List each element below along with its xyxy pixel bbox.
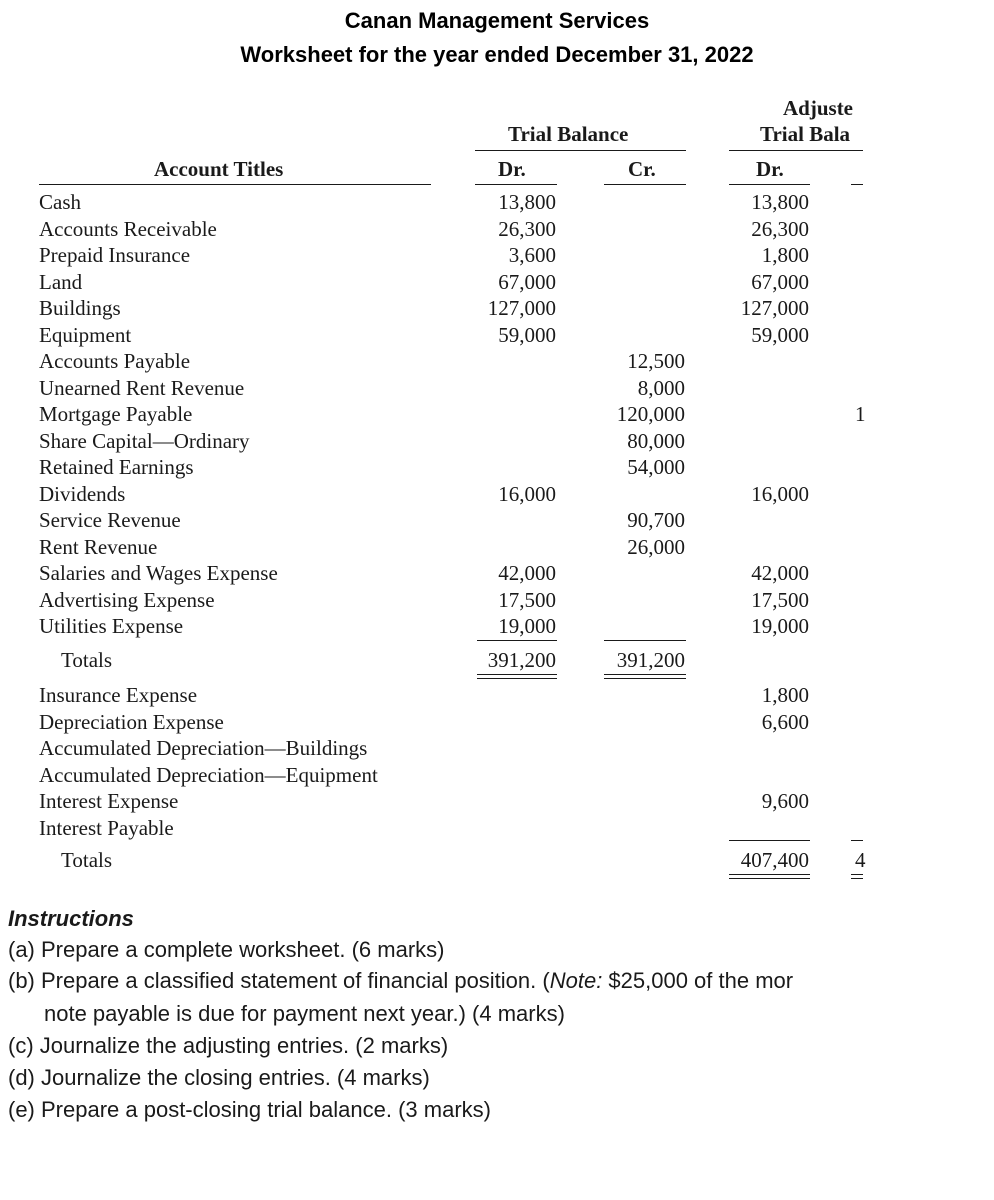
tb-cr-sum-rule [604,640,686,641]
adjusted-header-line2: Trial Bala [760,122,851,146]
tb-dr-value: 17,500 [498,587,556,612]
adj-cr-double-rule-1 [851,874,863,875]
adj-cr-sum-rule [851,840,863,841]
account-title: Prepaid Insurance [39,243,191,267]
adj-cr-rule [851,184,863,185]
account-title: Salaries and Wages Expense [39,561,278,585]
tb-dr-rule [475,184,557,185]
tb-dr-value: 127,000 [487,296,556,320]
account-title: Advertising Expense [39,587,215,612]
tb-dr-value: 67,000 [498,269,556,294]
trial-balance-header: Trial Balance [508,122,629,146]
adj-dr-value: 42,000 [751,561,809,585]
account-title: Share Capital—Ordinary [39,428,250,453]
adj-dr-total: 407,400 [740,848,809,872]
instruction-b [8,968,793,994]
account-title: Retained Earnings [39,455,194,479]
instruction-b-text: (b) Prepare a classified statement of financial position. ( [8,968,550,993]
adjustment-account-title: Insurance Expense [39,683,198,707]
adj-dr-double-rule-2 [729,878,810,879]
tb-cr-value: 12,500 [627,349,685,373]
instruction-a: (a) Prepare a complete worksheet. (6 marks) [8,937,445,962]
adj-dr-value: 16,000 [751,481,809,506]
tb-dr-value: 3,600 [508,243,556,267]
instruction-c: (c) Journalize the adjusting entries. (2 marks) [8,1033,449,1058]
account-title: Buildings [39,296,121,320]
account-title: Land [39,269,83,294]
instruction-e: (e) Prepare a post-closing trial balance. (3 marks) [8,1097,491,1122]
tb-dr-value: 19,000 [498,614,556,638]
tb-cr-value: 54,000 [627,455,685,479]
tb-cr-header: Cr. [628,157,656,181]
account-titles-header: Account Titles [154,157,284,181]
worksheet-subtitle: Worksheet for the year ended December 31, 2022 [240,42,754,67]
account-title: Equipment [39,322,132,347]
adj-dr-double-rule-1 [729,874,810,875]
adj-cr-total: 4 [855,848,866,872]
company-name: Canan Management Services [344,8,650,33]
account-title: Service Revenue [39,508,181,532]
adjustment-account-title: Accumulated Depreciation—Equipment [39,762,378,787]
account-titles-rule [39,184,431,185]
adj-dr-value: 59,000 [751,322,809,347]
account-title: Rent Revenue [39,534,158,559]
account-title: Unearned Rent Revenue [39,375,245,400]
account-title: Mortgage Payable [39,402,193,426]
tb-dr-total: 391,200 [487,648,556,672]
instruction-b-line2: note payable is due for payment next year.) (4 marks) [44,1001,565,1026]
tb-dr-value: 13,800 [498,190,556,214]
tb-cr-rule [604,184,686,185]
adjustment-adj-dr-value: 9,600 [761,789,809,813]
tb-dr-sum-rule [477,640,557,641]
adj-dr-rule [729,184,810,185]
instruction-d: (d) Journalize the closing entries. (4 marks) [8,1065,430,1090]
instruction-b-text-cont: $25,000 of the mor [602,968,794,993]
trial-balance-header-rule [475,150,686,151]
tb-cr-value: 26,000 [627,534,685,559]
adjustment-account-title: Accumulated Depreciation—Buildings [39,736,368,760]
adj-dr-header: Dr. [756,157,784,181]
tb-cr-value: 80,000 [627,428,685,453]
tb-cr-value: 8,000 [637,375,685,400]
tb-dr-value: 59,000 [498,322,556,347]
adj-cr-double-rule-2 [851,878,863,879]
tb-cr-total: 391,200 [616,648,685,672]
tb-dr-value: 42,000 [498,561,556,585]
adjustment-adj-dr-value: 1,800 [761,683,809,707]
adj-dr-value: 13,800 [751,190,809,214]
tb-dr-value: 26,300 [498,216,556,241]
totals-label: Totals [61,648,113,672]
tb-cr-double-rule-2 [604,678,686,679]
tb-dr-header: Dr. [498,157,526,181]
adjustment-adj-dr-value: 6,600 [761,709,809,734]
adj-dr-value: 19,000 [751,614,809,638]
account-title: Utilities Expense [39,614,184,638]
tb-dr-double-rule-2 [477,678,557,679]
adjusted-header-rule [729,150,863,151]
adj-dr-value: 127,000 [740,296,809,320]
account-title: Dividends [39,481,126,506]
adj-dr-value: 1,800 [761,243,809,267]
tb-cr-double-rule-1 [604,674,686,675]
instruction-b-note: Note: [549,968,603,993]
adj-dr-sum-rule [729,840,810,841]
adj-dr-value: 26,300 [751,216,809,241]
adj-dr-value: 67,000 [751,269,809,294]
totals-label-2: Totals [61,848,113,872]
adjustment-account-title: Interest Payable [39,815,174,840]
adjusted-header-line1: Adjuste [783,96,854,120]
account-title: Accounts Receivable [39,216,217,241]
instructions-heading: Instructions [8,906,134,931]
tb-dr-double-rule-1 [477,674,557,675]
tb-cr-value: 90,700 [627,508,685,532]
adjustment-account-title: Interest Expense [39,789,179,813]
adj-cr-value: 1 [855,402,866,426]
adjustment-account-title: Depreciation Expense [39,709,224,734]
account-title: Accounts Payable [39,349,191,373]
adj-dr-value: 17,500 [751,587,809,612]
tb-dr-value: 16,000 [498,481,556,506]
tb-cr-value: 120,000 [616,402,685,426]
account-title: Cash [39,190,81,214]
